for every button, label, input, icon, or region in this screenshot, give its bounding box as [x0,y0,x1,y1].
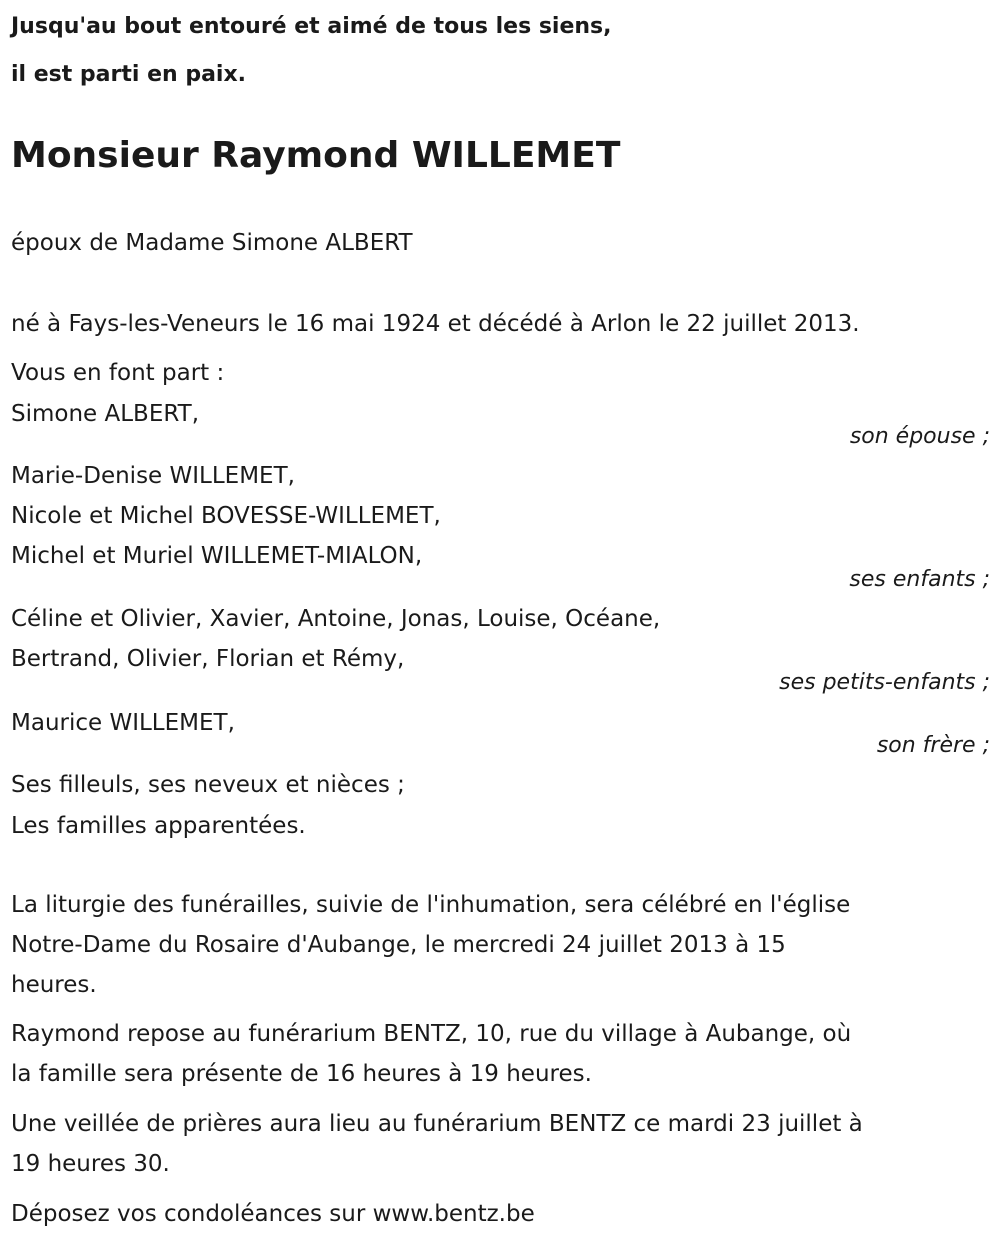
birth-death-line: né à Fays-les-Veneurs le 16 mai 1924 et décédé à Arlon le 22 juillet 2013. [11,311,860,337]
repose-line-1: Raymond repose au funérarium BENTZ, 10, rue du village à Aubange, où [11,1021,852,1047]
vigil-line-2: 19 heures 30. [11,1151,170,1177]
intro-line-2: il est parti en paix. [11,62,247,87]
family-member: Céline et Olivier, Xavier, Antoine, Jonas, Louise, Océane, [11,606,661,632]
repose-line-2: la famille sera présente de 16 heures à 19 heures. [11,1061,592,1087]
spouse-line: époux de Madame Simone ALBERT [11,230,413,256]
family-member: Simone ALBERT, [11,401,200,427]
vigil-line-1: Une veillée de prières aura lieu au funérarium BENTZ ce mardi 23 juillet à [11,1111,863,1137]
family-role-grandchildren: ses petits-enfants ; [779,670,990,695]
family-role-spouse: son épouse ; [849,424,990,449]
family-member: Michel et Muriel WILLEMET-MIALON, [11,543,423,569]
liturgy-line-3: heures. [11,972,97,998]
liturgy-line-2: Notre-Dame du Rosaire d'Aubange, le mercredi 24 juillet 2013 à 15 [11,932,786,958]
family-role-children: ses enfants ; [849,567,990,592]
family-member: Maurice WILLEMET, [11,710,235,736]
liturgy-line-1: La liturgie des funérailles, suivie de l'inhumation, sera célébré en l'église [11,892,851,918]
announcement-intro: Vous en font part : [11,360,225,386]
others-line-2: Les familles apparentées. [11,813,306,839]
deceased-name: Monsieur Raymond WILLEMET [11,135,621,176]
others-line-1: Ses filleuls, ses neveux et nièces ; [11,772,405,798]
family-member: Marie-Denise WILLEMET, [11,463,295,489]
family-role-brother: son frère ; [876,733,990,758]
family-member: Nicole et Michel BOVESSE-WILLEMET, [11,503,441,529]
condolences-line: Déposez vos condoléances sur www.bentz.be [11,1201,535,1227]
family-member: Bertrand, Olivier, Florian et Rémy, [11,646,405,672]
intro-line-1: Jusqu'au bout entouré et aimé de tous les siens, [11,14,612,39]
